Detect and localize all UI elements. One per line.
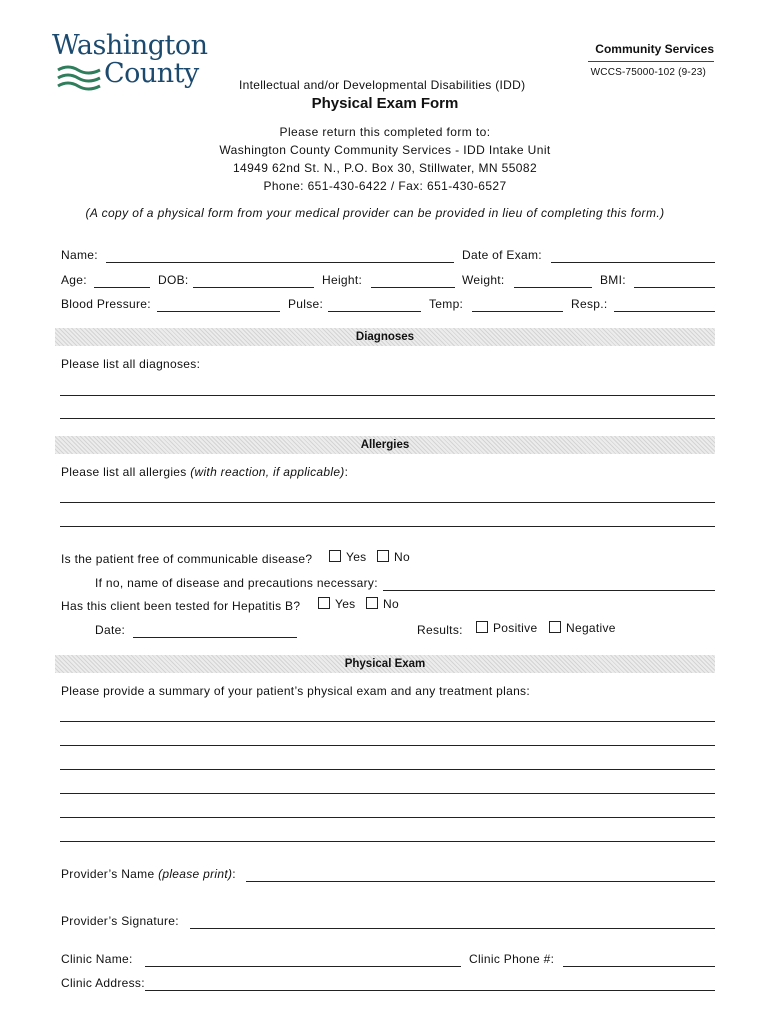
provider-signature-label: Provider’s Signature: [61,914,179,928]
diagnoses-line-1[interactable] [60,395,715,396]
return-line3: 14949 62nd St. N., P.O. Box 30, Stillwater, MN 55082 [232,161,538,175]
allergies-line-1[interactable] [60,502,715,503]
provider-name-note: (please print) [158,867,233,881]
hepatitis-no-checkbox[interactable] [366,597,378,609]
allergies-prompt [61,465,348,479]
logo-waves-icon [56,64,104,94]
allergies-line-2[interactable] [60,526,715,527]
communicable-question: Is the patient free of communicable disease? [61,552,313,566]
return-line4: Phone: 651-430-6422 / Fax: 651-430-6527 [263,179,507,193]
physical-exam-header: Physical Exam [55,655,715,673]
hepatitis-yes-label: Yes [335,597,356,611]
results-label: Results: [417,623,463,637]
return-line1: Please return this completed form to: [279,125,491,139]
county-logo [52,30,212,100]
height-field[interactable] [371,287,455,288]
negative-label: Negative [566,621,616,635]
diagnoses-line-2[interactable] [60,418,715,419]
positive-option[interactable] [476,621,537,635]
communicable-yes-label: Yes [346,550,367,564]
communicable-no-label: No [394,550,410,564]
diagnoses-header: Diagnoses [55,328,715,346]
exam-line-4[interactable] [60,793,715,794]
clinic-address-field[interactable] [145,990,715,991]
clinic-name-label: Clinic Name: [61,952,133,966]
communicable-yes-option[interactable] [329,550,366,564]
resp-field[interactable] [614,311,715,312]
exam-line-6[interactable] [60,841,715,842]
provider-name-main: Provider’s Name [61,867,159,881]
blood-pressure-field[interactable] [157,311,280,312]
provider-name-label [61,867,236,881]
allergies-header: Allergies [55,436,715,454]
hepatitis-date-field[interactable] [133,637,297,638]
positive-checkbox[interactable] [476,621,488,633]
age-label: Age: [61,273,87,287]
allergies-prompt-note: (with reaction, if applicable) [190,465,345,479]
negative-checkbox[interactable] [549,621,561,633]
allergies-prompt-end: : [344,465,349,479]
pulse-field[interactable] [328,311,421,312]
temp-label: Temp: [429,297,464,311]
exam-line-2[interactable] [60,745,715,746]
clinic-phone-field[interactable] [563,966,715,967]
provider-name-end: : [232,867,236,881]
program-label: Intellectual and/or Developmental Disabilities (IDD) [239,78,526,92]
form-code: WCCS-75000-102 (9-23) [590,67,706,78]
exam-line-5[interactable] [60,817,715,818]
date-of-exam-label: Date of Exam: [462,248,542,262]
provider-signature-field[interactable] [190,928,715,929]
clinic-phone-label: Clinic Phone #: [469,952,555,966]
negative-option[interactable] [549,621,616,635]
copy-note: (A copy of a physical form from your medical provider can be provided in lieu of completing this form.) [85,206,665,220]
physical-exam-prompt: Please provide a summary of your patient’s physical exam and any treatment plans: [61,684,530,698]
bmi-label: BMI: [600,273,626,287]
exam-line-1[interactable] [60,721,715,722]
age-field[interactable] [94,287,150,288]
blood-pressure-label: Blood Pressure: [61,297,151,311]
header-rule [588,61,714,62]
name-field[interactable] [106,262,454,263]
provider-name-field[interactable] [246,881,715,882]
diagnoses-prompt: Please list all diagnoses: [61,357,201,371]
disease-precautions-field[interactable] [383,590,715,591]
dob-label: DOB: [158,273,189,287]
weight-label: Weight: [462,273,505,287]
bmi-field[interactable] [634,287,715,288]
if-no-label: If no, name of disease and precautions necessary: [95,576,378,590]
date-of-exam-field[interactable] [551,262,715,263]
hepatitis-yes-checkbox[interactable] [318,597,330,609]
communicable-yes-checkbox[interactable] [329,550,341,562]
temp-field[interactable] [472,311,563,312]
clinic-address-label: Clinic Address: [61,976,145,990]
pulse-label: Pulse: [288,297,324,311]
logo-line2: County [104,58,199,89]
positive-label: Positive [493,621,538,635]
department-label: Community Services [595,42,714,56]
allergies-prompt-main: Please list all allergies [61,465,191,479]
hepatitis-question: Has this client been tested for Hepatitis B? [61,599,301,613]
clinic-name-field[interactable] [145,966,461,967]
resp-label: Resp.: [571,297,608,311]
communicable-no-checkbox[interactable] [377,550,389,562]
weight-field[interactable] [514,287,592,288]
hepatitis-date-label: Date: [95,623,126,637]
exam-line-3[interactable] [60,769,715,770]
communicable-no-option[interactable] [377,550,410,564]
return-line2: Washington County Community Services - IDD Intake Unit [219,143,551,157]
hepatitis-no-option[interactable] [366,597,399,611]
hepatitis-yes-option[interactable] [318,597,355,611]
page-title: Physical Exam Form [311,95,459,112]
logo-line1: Washington [52,30,208,61]
dob-field[interactable] [193,287,314,288]
name-label: Name: [61,248,98,262]
hepatitis-no-label: No [383,597,399,611]
height-label: Height: [322,273,363,287]
